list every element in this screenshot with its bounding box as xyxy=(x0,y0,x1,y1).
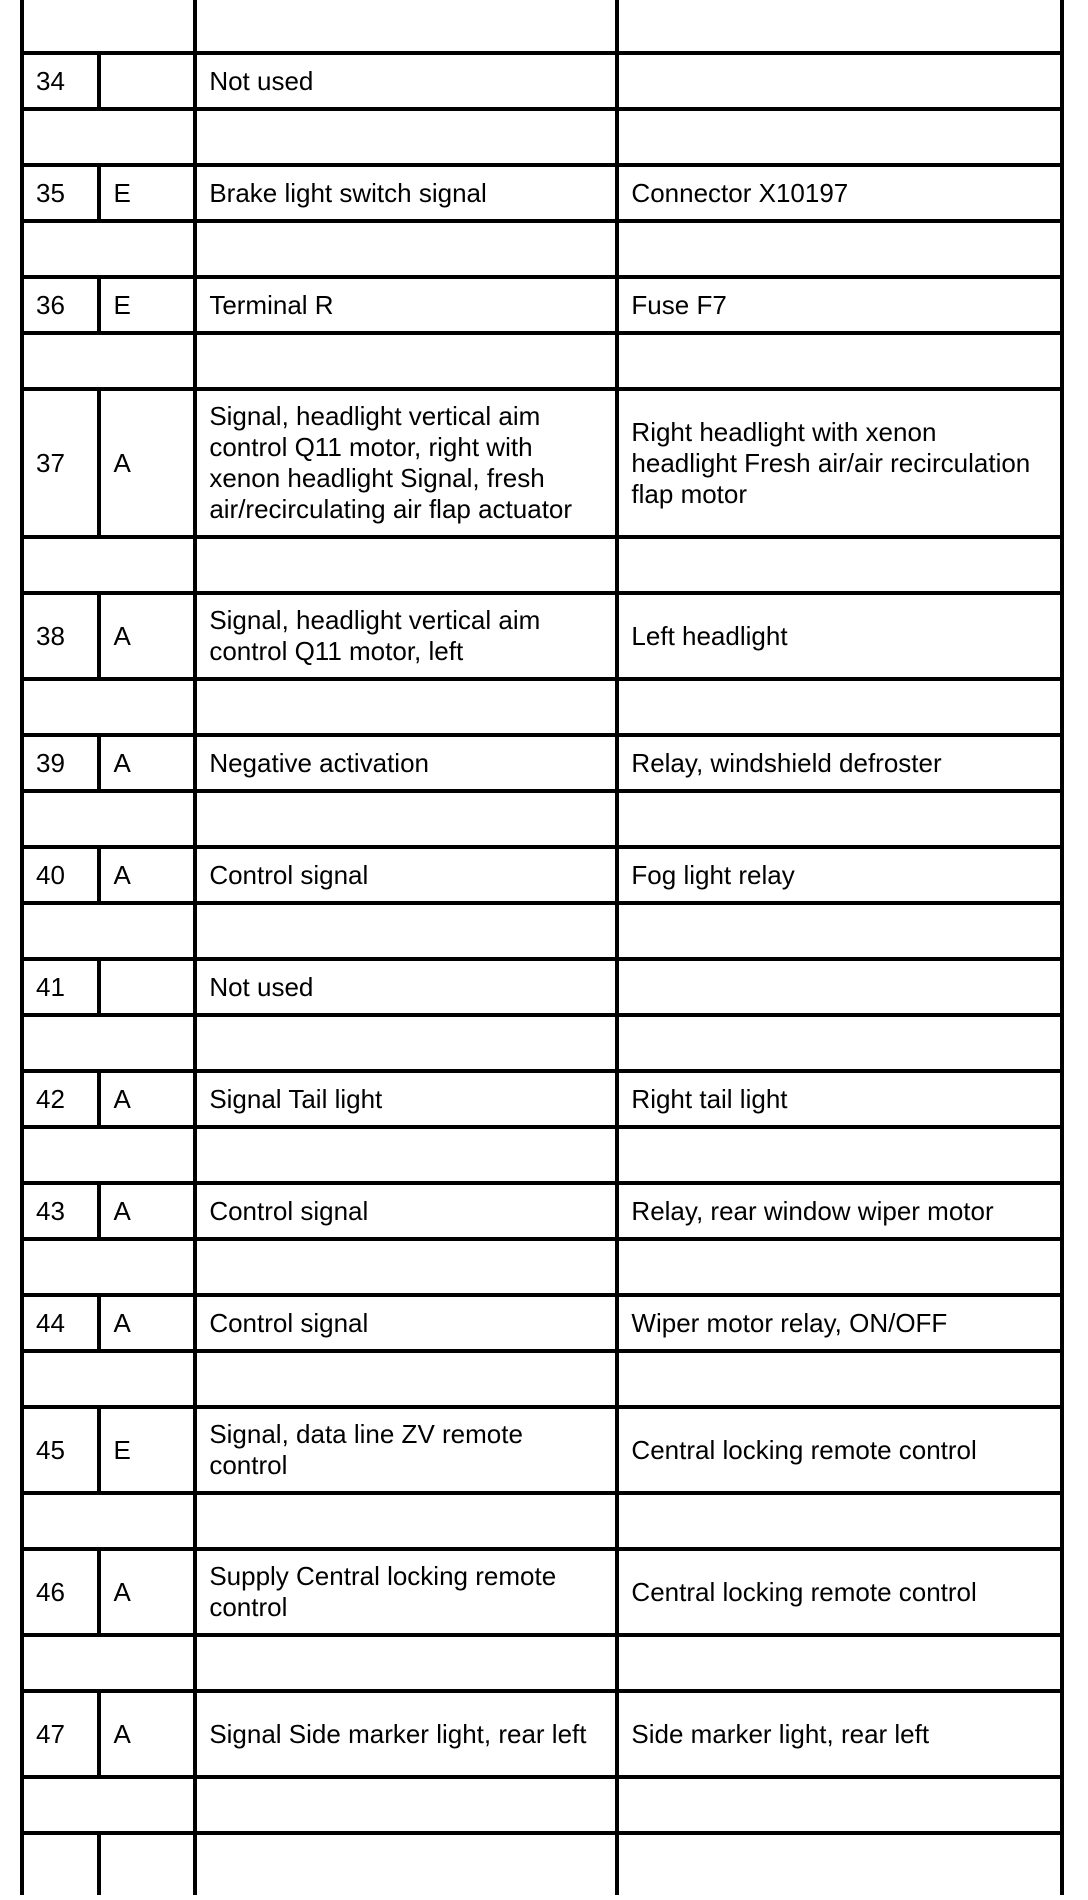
signal-destination: Central locking remote control xyxy=(617,1549,1062,1635)
signal-function: Brake light switch signal xyxy=(195,165,617,221)
signal-direction: E xyxy=(99,165,195,221)
pin-number: 46 xyxy=(22,1549,99,1635)
table-row xyxy=(22,53,1062,109)
spacer-row xyxy=(22,1833,1062,1895)
signal-direction: A xyxy=(99,847,195,903)
pin-number: 47 xyxy=(22,1691,99,1777)
table-row xyxy=(22,593,1062,679)
pin-number: 39 xyxy=(22,735,99,791)
signal-destination: Relay, rear window wiper motor xyxy=(617,1183,1062,1239)
table-row xyxy=(22,1183,1062,1239)
signal-function: Terminal R xyxy=(195,277,617,333)
pin-number: 35 xyxy=(22,165,99,221)
pin-number: 38 xyxy=(22,593,99,679)
spacer-row xyxy=(22,221,1062,277)
signal-destination: Fuse F7 xyxy=(617,277,1062,333)
pin-number: 40 xyxy=(22,847,99,903)
pin-assignment-table xyxy=(20,0,1064,1895)
signal-function: Supply Central locking remote control xyxy=(195,1549,617,1635)
pin-number: 44 xyxy=(22,1295,99,1351)
spacer-row xyxy=(22,679,1062,735)
spacer-row xyxy=(22,333,1062,389)
table-row xyxy=(22,1407,1062,1493)
signal-destination: Connector X10197 xyxy=(617,165,1062,221)
pin-number: 34 xyxy=(22,53,99,109)
signal-function: Negative activation xyxy=(195,735,617,791)
signal-destination: Right headlight with xenon headlight Fresh air/air recirculation flap motor xyxy=(617,389,1062,537)
signal-destination: Right tail light xyxy=(617,1071,1062,1127)
pin-number: 43 xyxy=(22,1183,99,1239)
signal-destination: Wiper motor relay, ON/OFF xyxy=(617,1295,1062,1351)
table-row xyxy=(22,165,1062,221)
pin-number: 41 xyxy=(22,959,99,1015)
signal-destination: Left headlight xyxy=(617,593,1062,679)
signal-function: Control signal xyxy=(195,847,617,903)
spacer-row xyxy=(22,537,1062,593)
pin-number: 42 xyxy=(22,1071,99,1127)
signal-direction: A xyxy=(99,1549,195,1635)
spacer-row xyxy=(22,1127,1062,1183)
table-row xyxy=(22,389,1062,537)
spacer-row xyxy=(22,1777,1062,1833)
pin-number: 36 xyxy=(22,277,99,333)
signal-direction: A xyxy=(99,1071,195,1127)
table-row xyxy=(22,735,1062,791)
signal-direction: A xyxy=(99,1183,195,1239)
signal-destination: Side marker light, rear left xyxy=(617,1691,1062,1777)
signal-direction: A xyxy=(99,1691,195,1777)
spacer-row xyxy=(22,1635,1062,1691)
table-row xyxy=(22,847,1062,903)
signal-direction: E xyxy=(99,277,195,333)
pin-number: 37 xyxy=(22,389,99,537)
spacer-row xyxy=(22,1493,1062,1549)
signal-direction: A xyxy=(99,1295,195,1351)
signal-function: Not used xyxy=(195,959,617,1015)
signal-function: Signal, headlight vertical aim control Q11 motor, left xyxy=(195,593,617,679)
signal-direction: A xyxy=(99,389,195,537)
signal-direction xyxy=(99,53,195,109)
spacer-row xyxy=(22,1351,1062,1407)
signal-function: Signal, data line ZV remote control xyxy=(195,1407,617,1493)
signal-function: Signal Tail light xyxy=(195,1071,617,1127)
spacer-row xyxy=(22,109,1062,165)
spacer-row xyxy=(22,0,1062,53)
signal-function: Signal, headlight vertical aim control Q11 motor, right with xenon headlight Signal, fresh air/recirculating air flap actuator xyxy=(195,389,617,537)
signal-destination: Fog light relay xyxy=(617,847,1062,903)
spacer-row xyxy=(22,1239,1062,1295)
signal-function: Control signal xyxy=(195,1295,617,1351)
spacer-row xyxy=(22,903,1062,959)
signal-destination xyxy=(617,53,1062,109)
signal-direction: A xyxy=(99,593,195,679)
signal-function: Control signal xyxy=(195,1183,617,1239)
table-row xyxy=(22,959,1062,1015)
signal-destination xyxy=(617,959,1062,1015)
signal-direction: E xyxy=(99,1407,195,1493)
table-row xyxy=(22,277,1062,333)
signal-function: Not used xyxy=(195,53,617,109)
spacer-row xyxy=(22,1015,1062,1071)
signal-destination: Central locking remote control xyxy=(617,1407,1062,1493)
table-row xyxy=(22,1071,1062,1127)
signal-function: Signal Side marker light, rear left xyxy=(195,1691,617,1777)
table-row xyxy=(22,1691,1062,1777)
signal-direction: A xyxy=(99,735,195,791)
spacer-row xyxy=(22,791,1062,847)
table-row xyxy=(22,1295,1062,1351)
signal-destination: Relay, windshield defroster xyxy=(617,735,1062,791)
table-row xyxy=(22,1549,1062,1635)
signal-direction xyxy=(99,959,195,1015)
pin-number: 45 xyxy=(22,1407,99,1493)
